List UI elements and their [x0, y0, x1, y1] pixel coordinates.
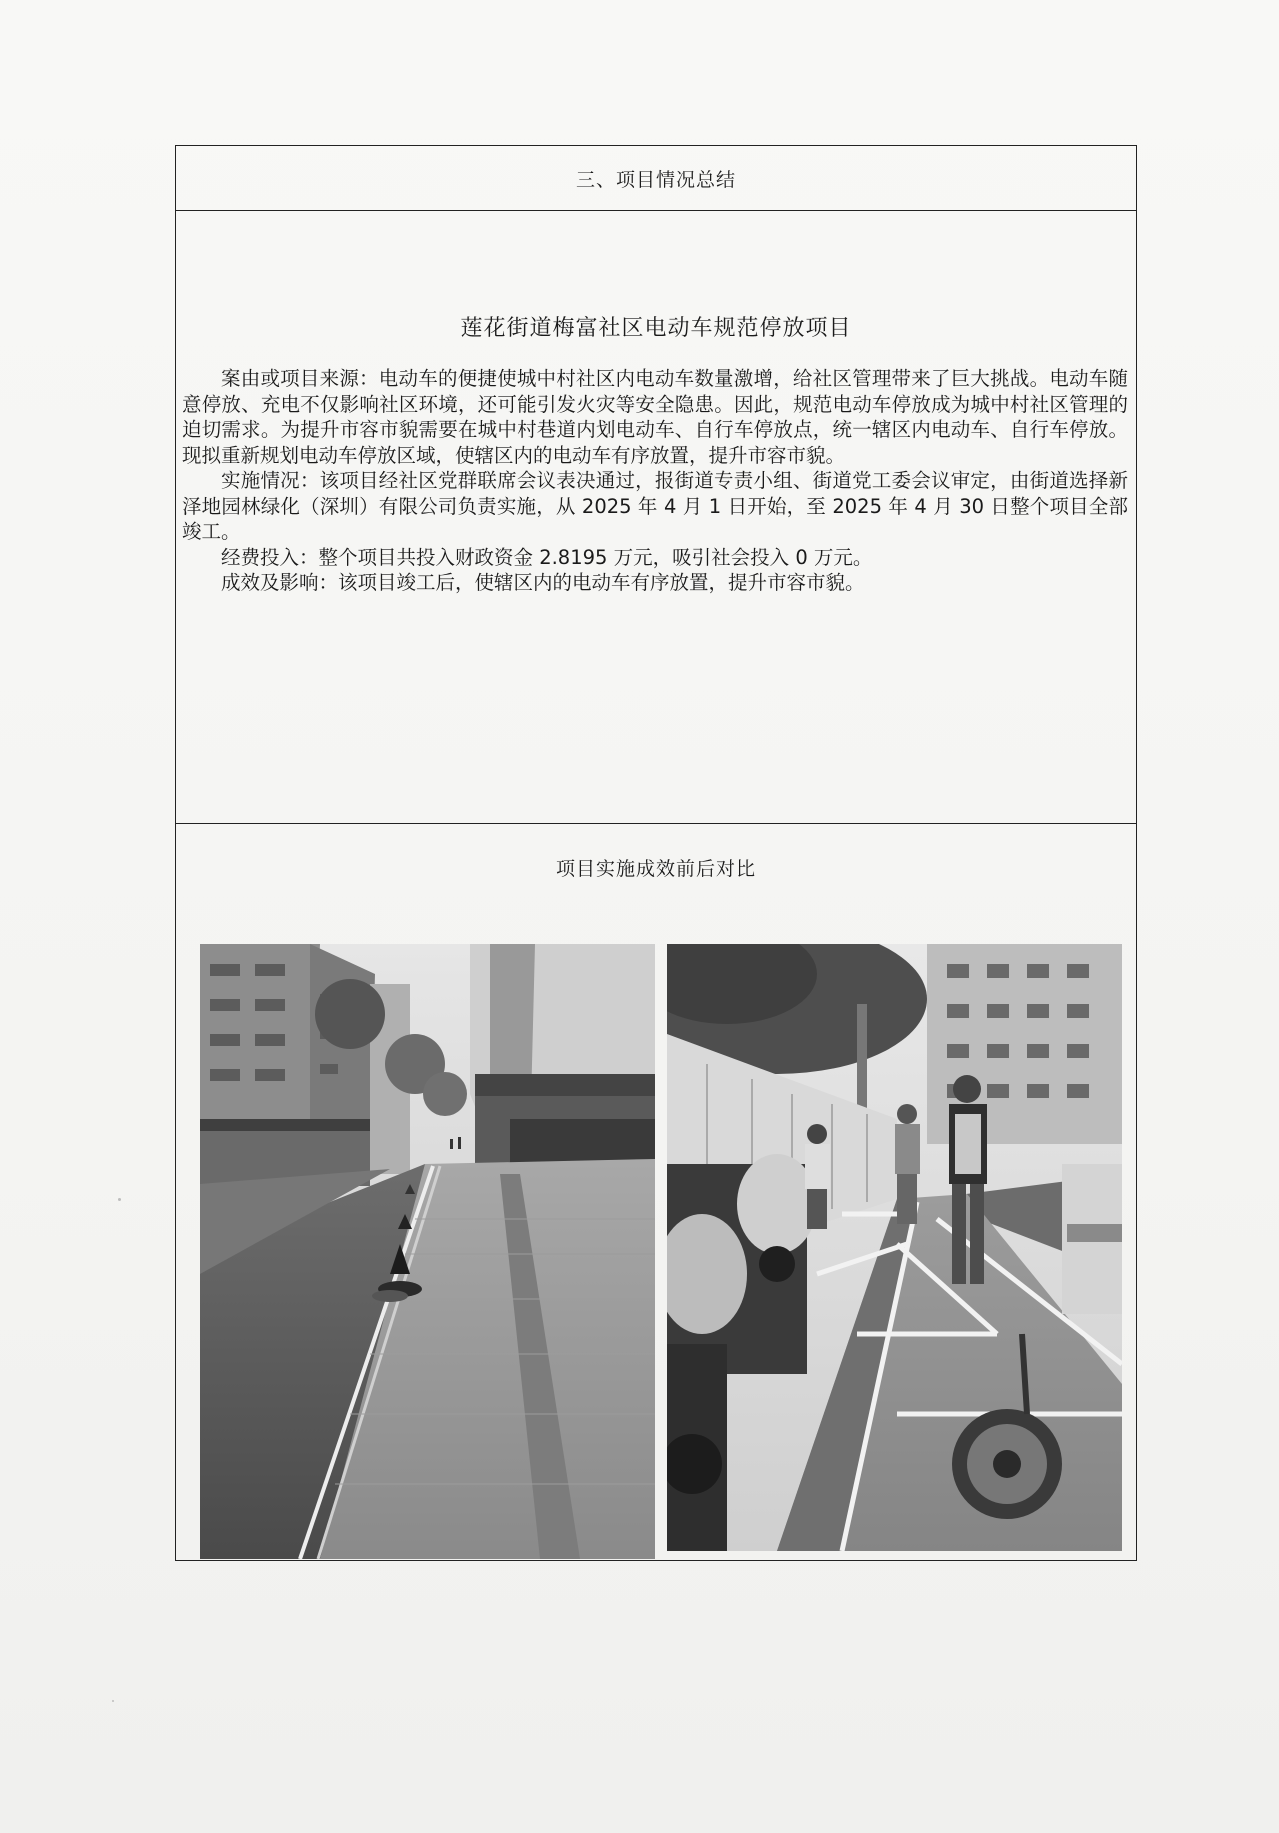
project-summary-cell — [176, 211, 1136, 824]
after-photo — [667, 944, 1122, 1551]
section-heading-row — [176, 146, 1136, 211]
comparison-title: 项目实施成效前后对比 — [555, 858, 756, 880]
paragraph-funding: 经费投入：整个项目共投入财政资金 2.8195 万元，吸引社会投入 0 万元。 — [221, 545, 873, 569]
before-photo-image — [200, 944, 655, 1559]
paragraph-implementation: 实施情况：该项目经社区党群联席会议表决通过，报街道专责小组、街道党工委会议审定，由街道选择新泽地园林绿化（深圳）有限公司负责实施，从 2025 年 4 月 1 日开始，至 2025 年 4 月 30 日整个项目全部竣工。 — [182, 469, 1128, 543]
scan-speck — [112, 1700, 114, 1702]
scan-speck — [118, 1198, 121, 1201]
paragraph-source: 案由或项目来源：电动车的便捷使城中村社区内电动车数量激增，给社区管理带来了巨大挑战。电动车随意停放、充电不仅影响社区环境，还可能引发火灾等安全隐患。因此，规范电动车停放成为城中村社区管理的迫切需求。为提升市容市貌需要在城中村巷道内划电动车、自行车停放点，统一辖区内电动车、自行车停放。现拟重新规划电动车停放区域，使辖区内的电动车有序放置，提升市容市貌。 — [182, 367, 1128, 467]
project-title: 莲花街道梅富社区电动车规范停放项目 — [460, 316, 852, 341]
project-description — [182, 366, 1128, 596]
before-photo — [200, 944, 655, 1559]
comparison-cell — [176, 824, 1136, 1560]
after-photo-image — [667, 944, 1122, 1551]
section-heading: 三、项目情况总结 — [575, 168, 736, 191]
summary-table — [175, 145, 1137, 1561]
paragraph-effect: 成效及影响：该项目竣工后，使辖区内的电动车有序放置，提升市容市貌。 — [221, 571, 865, 594]
